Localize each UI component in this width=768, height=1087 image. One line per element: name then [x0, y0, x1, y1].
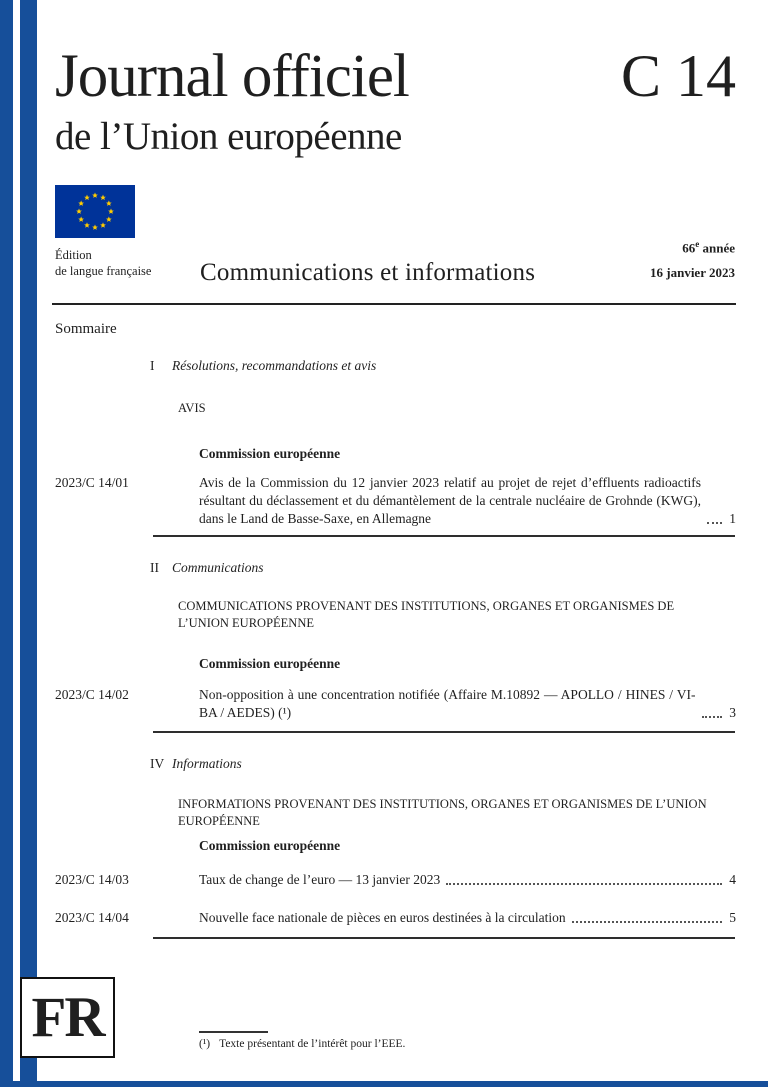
issue-meta	[650, 239, 735, 281]
edition-line1: Édition	[55, 248, 92, 262]
section-divider	[153, 937, 735, 939]
year-label: 66e année	[682, 239, 735, 256]
section-numeral: II	[150, 560, 159, 575]
entry-text: Non-opposition à une concentration notifiée (Affaire M.10892 — APOLLO / HINES / VI-BA / AEDES) (¹)	[199, 687, 696, 720]
journal-subtitle: de l’Union européenne	[55, 115, 402, 158]
masthead-divider	[52, 303, 736, 305]
issue-code: C 14	[620, 43, 736, 109]
entry-id: 2023/C 14/02	[55, 687, 129, 702]
dot-leader	[572, 921, 722, 923]
toc-entry	[55, 686, 736, 722]
entry-text: Nouvelle face nationale de pièces en euros destinées à la circulation	[199, 910, 566, 925]
org-heading: Commission européenne	[199, 446, 341, 461]
entry-page-number: 3	[729, 705, 736, 720]
dot-leader	[707, 522, 722, 524]
section-row-1	[150, 358, 376, 374]
section-row-4	[150, 756, 242, 772]
section-subheading-avis: AVIS	[178, 401, 206, 415]
language-badge: FR	[20, 977, 115, 1058]
left-outer-blue-bar	[0, 0, 13, 1087]
bottom-blue-bar	[0, 1081, 768, 1087]
section-title: Communications	[172, 560, 264, 575]
section-divider	[153, 535, 735, 537]
entry-id: 2023/C 14/04	[55, 910, 129, 925]
section-subheading: INFORMATIONS PROVENANT DES INSTITUTIONS, ORGANES ET ORGANISMES DE L’UNION EUROPÉENNE	[178, 797, 707, 828]
entry-text: Taux de change de l’euro — 13 janvier 2023	[199, 872, 441, 887]
entry-main	[199, 686, 736, 722]
section-numeral: IV	[150, 756, 165, 771]
toc-heading: Sommaire	[55, 321, 117, 337]
entry-main	[199, 909, 736, 927]
section-title: Résolutions, recommandations et avis	[172, 358, 377, 373]
entry-id: 2023/C 14/03	[55, 872, 129, 887]
section-divider	[153, 731, 735, 733]
series-kicker: Communications et informations	[200, 259, 536, 286]
org-heading: Commission européenne	[199, 838, 341, 853]
edition-line2: de langue française	[55, 264, 152, 279]
org-heading: Commission européenne	[199, 656, 341, 671]
entry-page-number: 5	[729, 910, 736, 925]
issue-date: 16 janvier 2023	[650, 265, 735, 281]
footnote-divider	[199, 1031, 268, 1033]
footnote-text: Texte présentant de l’intérêt pour l’EEE.	[219, 1038, 406, 1050]
section-title: Informations	[172, 756, 242, 771]
toc-entry	[55, 871, 736, 889]
eu-flag-icon	[55, 185, 135, 238]
entry-id: 2023/C 14/01	[55, 475, 129, 490]
entry-page-number: 4	[729, 872, 736, 887]
left-inner-blue-bar	[20, 0, 37, 1081]
entry-text: Avis de la Commission du 12 janvier 2023 relatif au projet de rejet d’effluents radioactifs résultant du déclassement et du démantèlement de la centrale nucléaire de Grohnde (KWG), dans le Land de Basse-Saxe, en Allemagne	[199, 475, 701, 526]
footnote-marker: (¹)	[199, 1038, 211, 1050]
masthead	[55, 43, 736, 110]
edition-label	[55, 247, 151, 280]
entry-main	[199, 871, 736, 889]
dot-leader	[702, 716, 722, 718]
journal-title: Journal officiel	[55, 43, 409, 110]
section-row-2	[150, 560, 264, 576]
section-numeral: I	[150, 358, 155, 373]
toc-entry	[55, 474, 736, 528]
footnote	[199, 1038, 405, 1050]
entry-main	[199, 474, 736, 528]
section-subheading: COMMUNICATIONS PROVENANT DES INSTITUTIONS, ORGANES ET ORGANISMES DE L’UNION EUROPÉENNE	[178, 599, 675, 630]
entry-page-number: 1	[729, 511, 736, 526]
toc-entry	[55, 909, 736, 927]
dot-leader	[446, 883, 722, 885]
